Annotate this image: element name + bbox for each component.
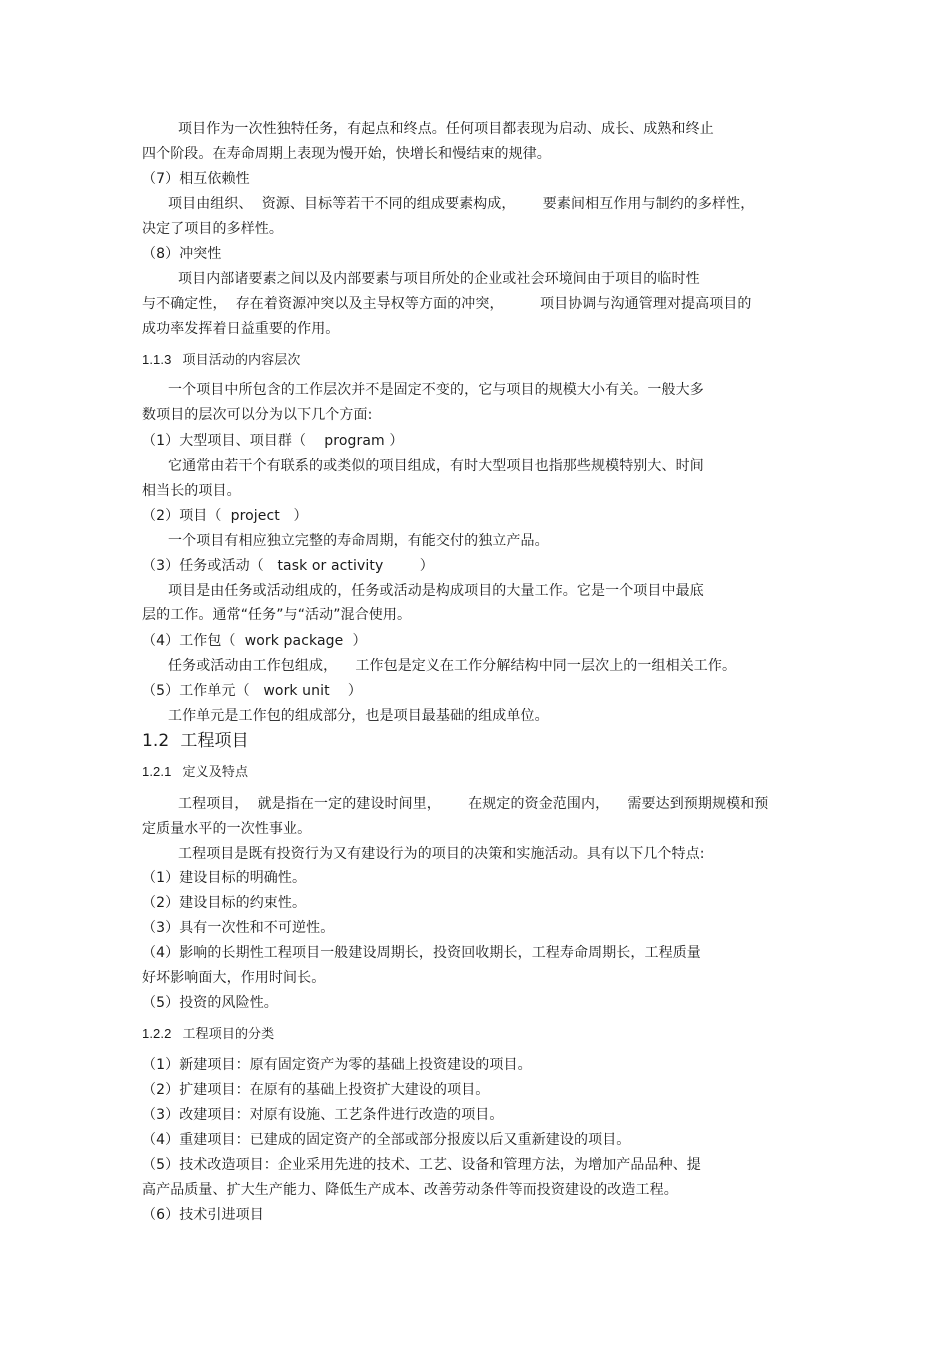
paragraph-line: 项目由组织、 资源、目标等若干不同的组成要素构成， 要素间相互作用与制约的多样性， (168, 196, 755, 212)
paragraph-line: 成功率发挥着日益重要的作用。 (142, 321, 340, 337)
paragraph-line: 任务或活动由工作包组成， 工作包是定义在工作分解结构中同一层次上的一组相关工作。 (168, 658, 737, 674)
item-heading: （1）大型项目、项目群（ program ） (142, 433, 404, 449)
item-heading: （4）工作包（ work package ） (142, 633, 367, 649)
paragraph-line: 它通常由若干个有联系的或类似的项目组成，有时大型项目也指那些规模特别大、时间 (168, 458, 704, 474)
paragraph-line: 相当长的项目。 (142, 483, 241, 499)
paragraph-line: 四个阶段。在寿命周期上表现为慢开始，快增长和慢结束的规律。 (142, 146, 551, 162)
item-heading: （5）工作单元（ work unit ） (142, 683, 363, 699)
list-item: （2）扩建项目：在原有的基础上投资扩大建设的项目。 (142, 1082, 490, 1098)
item-heading: （3）任务或活动（ task or activity ） (142, 558, 434, 574)
paragraph-line: 层的工作。通常“任务”与“活动”混合使用。 (142, 607, 412, 623)
list-item: （5）技术改造项目：企业采用先进的技术、工艺、设备和管理方法，为增加产品品种、提 (142, 1157, 701, 1173)
list-item: （4）影响的长期性工程项目一般建设周期长，投资回收期长，工程寿命周期长，工程质量 (142, 945, 701, 961)
paragraph-line: 一个项目中所包含的工作层次并不是固定不变的，它与项目的规模大小有关。一般大多 (168, 382, 704, 398)
list-item: （5）投资的风险性。 (142, 995, 278, 1011)
section-heading: 1.2.2 工程项目的分类 (142, 1026, 275, 1041)
paragraph-line: 数项目的层次可以分为以下几个方面: (142, 407, 373, 423)
item-heading: （7）相互依赖性 (142, 171, 250, 187)
list-item: （4）重建项目：已建成的固定资产的全部或部分报废以后又重新建设的项目。 (142, 1132, 631, 1148)
list-item: （3）具有一次性和不可逆性。 (142, 920, 335, 936)
list-item: （3）改建项目：对原有设施、工艺条件进行改造的项目。 (142, 1107, 504, 1123)
list-item: （6）技术引进项目 (142, 1207, 264, 1223)
paragraph-line: 一个项目有相应独立完整的寿命周期，有能交付的独立产品。 (168, 533, 549, 549)
paragraph-line: 工程项目， 就是指在一定的建设时间里， 在规定的资金范围内， 需要达到预期规模和预 (178, 796, 769, 812)
item-heading: （8）冲突性 (142, 246, 222, 262)
paragraph-line: 工作单元是工作包的组成部分，也是项目最基础的组成单位。 (168, 708, 549, 724)
list-item: （2）建设目标的约束性。 (142, 895, 307, 911)
paragraph-line: 定质量水平的一次性事业。 (142, 821, 312, 837)
paragraph-line: 好坏影响面大，作用时间长。 (142, 970, 326, 986)
list-item: （1）新建项目：原有固定资产为零的基础上投资建设的项目。 (142, 1057, 532, 1073)
paragraph-line: 项目是由任务或活动组成的，任务或活动是构成项目的大量工作。它是一个项目中最底 (168, 583, 704, 599)
section-heading: 1.1.3 项目活动的内容层次 (142, 352, 301, 367)
item-heading: （2）项目（ project ） (142, 508, 308, 524)
chapter-heading: 1.2 工程项目 (142, 731, 249, 751)
paragraph-line: 与不确定性， 存在着资源冲突以及主导权等方面的冲突， 项目协调与沟通管理对提高项目的 (142, 296, 752, 312)
section-heading: 1.2.1 定义及特点 (142, 764, 249, 779)
paragraph-line: 工程项目是既有投资行为又有建设行为的项目的决策和实施活动。具有以下几个特点: (178, 846, 705, 862)
paragraph-line: 项目内部诸要素之间以及内部要素与项目所处的企业或社会环境间由于项目的临时性 (178, 271, 700, 287)
list-item: （1）建设目标的明确性。 (142, 870, 307, 886)
paragraph-line: 高产品质量、扩大生产能力、降低生产成本、改善劳动条件等而投资建设的改造工程。 (142, 1182, 678, 1198)
paragraph-line: 项目作为一次性独特任务，有起点和终点。任何项目都表现为启动、成长、成熟和终止 (178, 121, 714, 137)
paragraph-line: 决定了项目的多样性。 (142, 221, 283, 237)
